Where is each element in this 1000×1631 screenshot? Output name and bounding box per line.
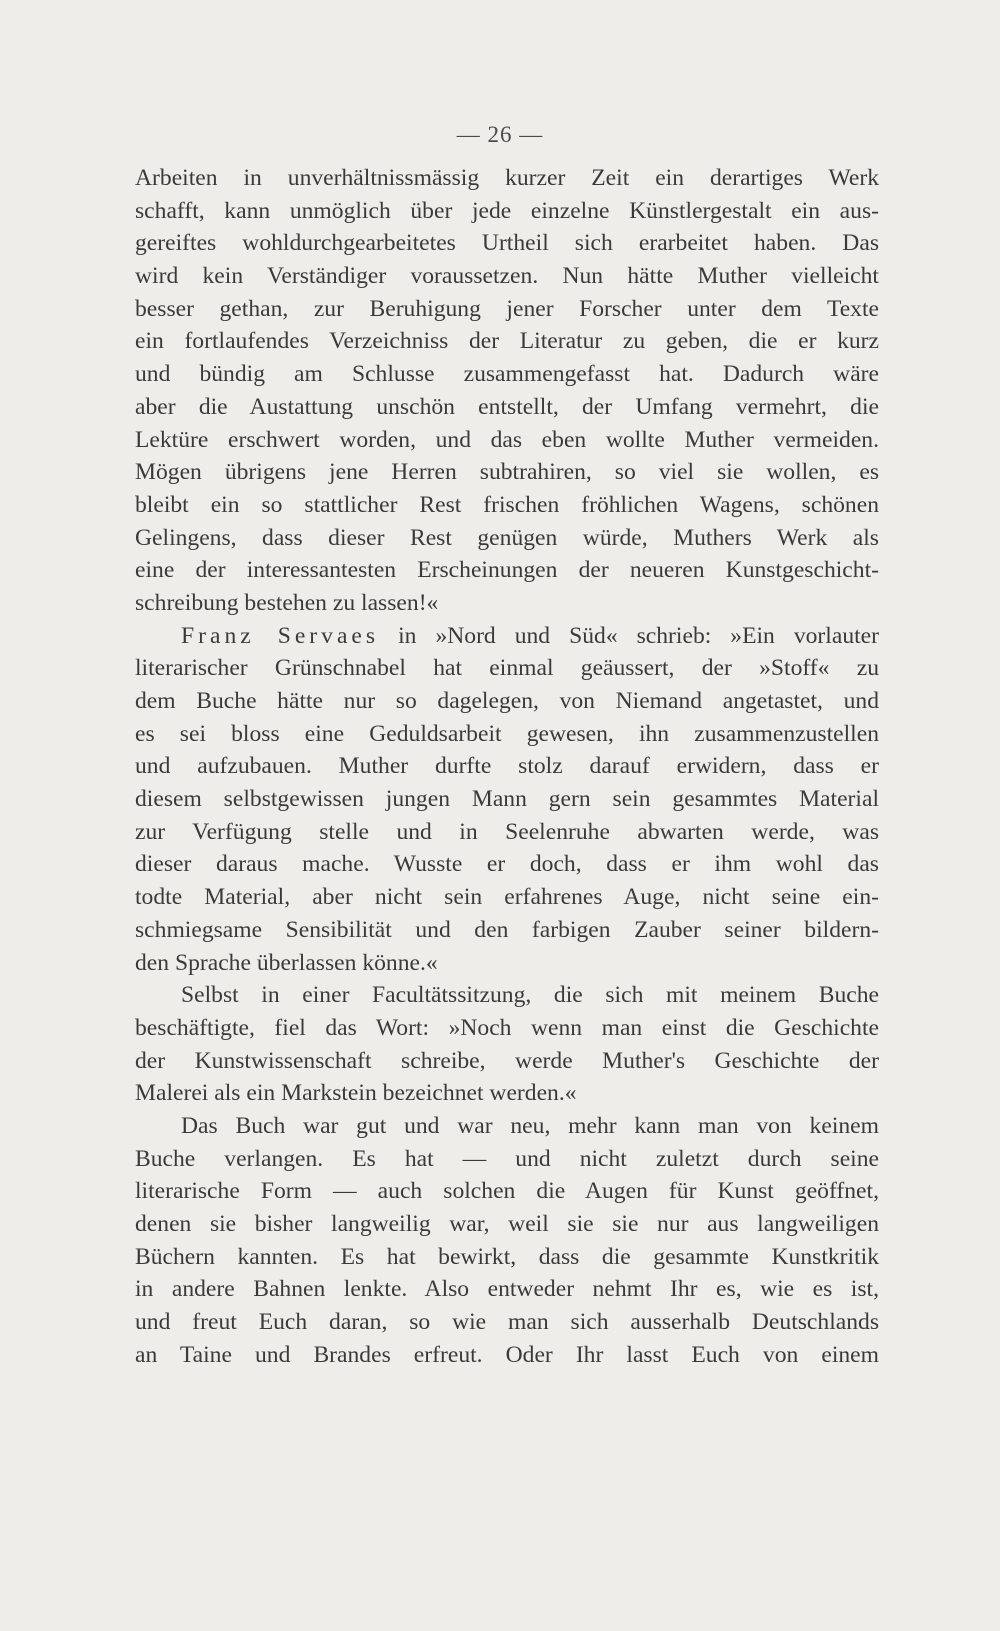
text-line: Selbst in einer Facultätssitzung, die sich mit meinem Buche [181, 982, 879, 1009]
text-line: aber die Austattung unschön entstellt, der Umfang vermehrt, die [135, 393, 879, 420]
text-line: Büchern kannten. Es hat bewirkt, dass die gesammte Kunstkritik [135, 1243, 879, 1270]
body-text [135, 162, 879, 1371]
text-line: todte Material, aber nicht sein erfahrenes Auge, nicht seine ein- [135, 884, 879, 911]
text-line: Mögen übrigens jene Herren subtrahiren, so viel sie wollen, es [135, 459, 879, 486]
text-line: den Sprache überlassen könne.« [135, 949, 438, 976]
text-line: literarischer Grünschnabel hat einmal geäussert, der »Stoff« zu [135, 655, 879, 682]
text-line: zur Verfügung stelle und in Seelenruhe abwarten werde, was [135, 818, 879, 845]
text-line: Lektüre erschwert worden, und das eben wollte Muther vermeiden. [135, 426, 879, 453]
text-line: dem Buche hätte nur so dagelegen, von Niemand angetastet, und [135, 688, 879, 714]
text-line: dieser daraus mache. Wusste er doch, dass er ihm wohl das [135, 851, 879, 878]
text-line: diesem selbstgewissen jungen Mann gern sein gesammtes Material [135, 786, 879, 813]
author-name: Franz Servaes [181, 622, 380, 649]
text-line-with-name [135, 620, 879, 653]
text-line: ein fortlaufendes Verzeichniss der Literatur zu geben, die er kurz [135, 328, 879, 355]
text-line: und freut Euch daran, so wie man sich ausserhalb Deutschlands [135, 1309, 879, 1336]
text-line: beschäftigte, fiel das Wort: »Noch wenn man einst die Geschichte [135, 1014, 879, 1041]
text-line: Buche verlangen. Es hat — und nicht zuletzt durch seine [135, 1145, 879, 1172]
text-line-rest: in »Nord und Süd« schrieb: »Ein vorlauter [398, 622, 879, 649]
text-line: schreibung bestehen zu lassen!« [135, 589, 439, 616]
text-line: Gelingens, dass dieser Rest genügen würde, Muthers Werk als [135, 524, 879, 551]
text-line: wird kein Verständiger voraussetzen. Nun hätte Muther vielleicht [135, 263, 879, 290]
text-line: es sei bloss eine Geduldsarbeit gewesen, ihn zusammenzustellen [135, 720, 879, 747]
text-line: der Kunstwissenschaft schreibe, werde Muther's Geschichte der [135, 1047, 879, 1074]
text-line: und aufzubauen. Muther durfte stolz darauf erwidern, dass er [135, 753, 879, 780]
text-line: eine der interessantesten Erscheinungen der neueren Kunstgeschicht- [135, 557, 879, 584]
page-number: — 26 — [456, 122, 544, 147]
text-line: gereiftes wohldurchgearbeitetes Urtheil sich erarbeitet haben. Das [135, 230, 879, 257]
text-line: Arbeiten in unverhältnissmässig kurzer Zeit ein derartiges Werk [135, 165, 879, 191]
text-line: besser gethan, zur Beruhigung jener Forscher unter dem Texte [135, 295, 879, 322]
text-line: bleibt ein so stattlicher Rest frischen fröhlichen Wagens, schönen [135, 491, 879, 518]
text-line: literarische Form — auch solchen die Augen für Kunst geöffnet, [135, 1178, 879, 1205]
text-line: schmiegsame Sensibilität und den farbigen Zauber seiner bildern- [135, 916, 879, 943]
text-line: schafft, kann unmöglich über jede einzelne Künstlergestalt ein aus- [135, 197, 879, 224]
text-line: Das Buch war gut und war neu, mehr kann man von keinem [181, 1112, 879, 1139]
text-line: in andere Bahnen lenkte. Also entweder nehmt Ihr es, wie es ist, [135, 1276, 879, 1303]
text-line: Malerei als ein Markstein bezeichnet werden.« [135, 1080, 577, 1107]
text-line: an Taine und Brandes erfreut. Oder Ihr lasst Euch von einem [135, 1341, 879, 1368]
text-line: und bündig am Schlusse zusammengefasst hat. Dadurch wäre [135, 361, 879, 388]
text-line: denen sie bisher langweilig war, weil sie sie nur aus langweiligen [135, 1211, 879, 1237]
